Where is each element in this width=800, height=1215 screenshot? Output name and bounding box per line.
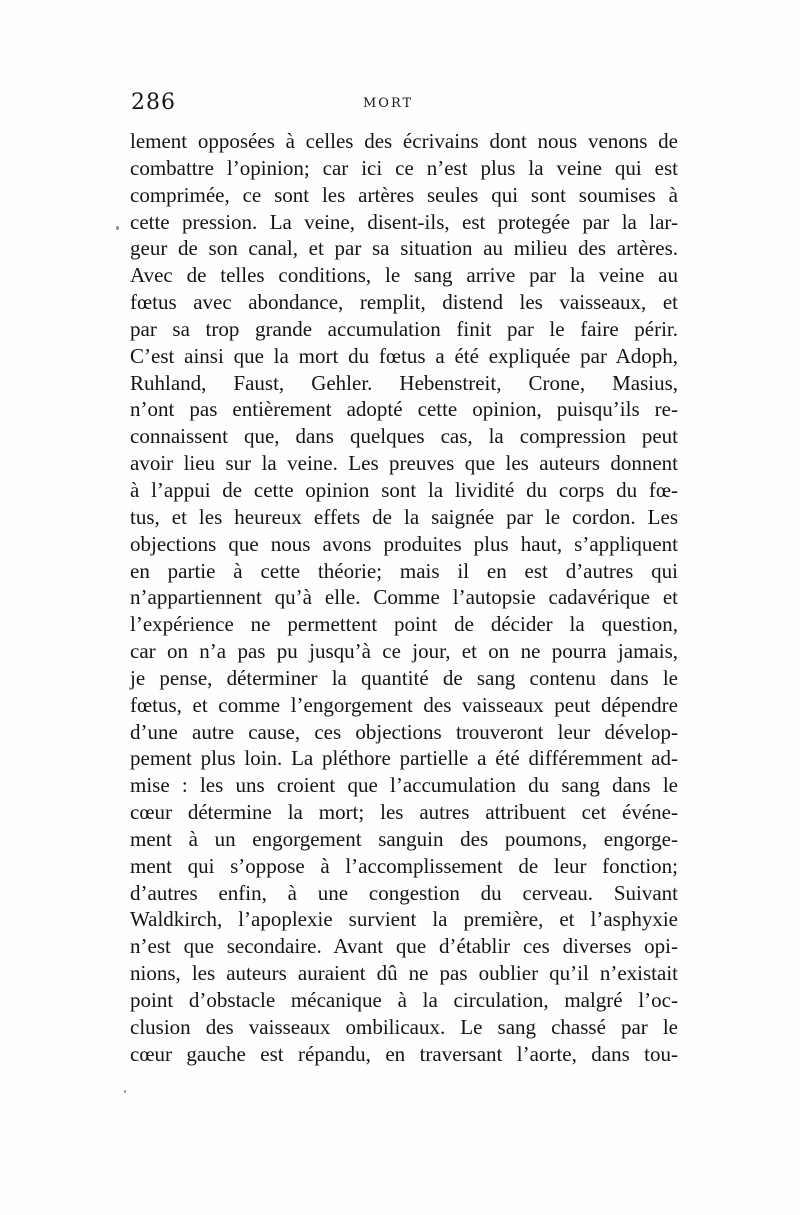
text-line: avoir lieu sur la veine. Les preuves que les auteurs donnent: [130, 451, 678, 476]
text-line: lement opposées à celles des écrivains dont nous venons de: [130, 129, 678, 153]
text-line: cette pression. La veine, disent-ils, est protegée par la lar-: [130, 209, 678, 234]
text-line: l’expérience ne permettent point de décider la question,: [130, 612, 678, 637]
text-line: comprimée, ce sont les artères seules qui sont soumises à: [130, 182, 678, 207]
text-line: en partie à cette théorie; mais il en est d’autres qui: [130, 558, 678, 583]
text-line: geur de son canal, et par sa situation au milieu des artères.: [130, 236, 678, 261]
text-line: d’une autre cause, ces objections trouveront leur dévelop-: [130, 719, 678, 744]
text-line: fœtus avec abondance, remplit, distend les vaisseaux, et: [130, 290, 678, 315]
text-line: je pense, déterminer la quantité de sang contenu dans le: [130, 665, 678, 690]
text-line: connaissent que, dans quelques cas, la compression peut: [130, 424, 678, 449]
text-line: Avec de telles conditions, le sang arrive par la veine au: [130, 263, 678, 288]
text-line: mise : les uns croient que l’accumulation du sang dans le: [130, 773, 678, 798]
text-line: n’appartiennent qu’à elle. Comme l’autopsie cadavérique et: [130, 585, 678, 610]
text-line: d’autres enfin, à une congestion du cerveau. Suivant: [130, 880, 678, 905]
text-line: pement plus loin. La pléthore partielle a été différemment ad-: [130, 746, 678, 771]
text-line: tus, et les heureux effets de la saignée par le cordon. Les: [130, 504, 678, 529]
text-line: ment qui s’oppose à l’accomplissement de leur fonction;: [130, 853, 678, 878]
scan-speck: [116, 226, 119, 230]
body-text: [130, 128, 678, 1068]
text-line: ment à un engorgement sanguin des poumons, engorge-: [130, 826, 678, 851]
running-head: MORT: [363, 96, 414, 111]
page-header: [131, 90, 671, 120]
page-number: 286: [131, 90, 176, 115]
text-line: nions, les auteurs auraient dû ne pas oublier qu’il n’existait: [130, 961, 678, 986]
text-line: car on n’a pas pu jusqu’à ce jour, et on ne pourra jamais,: [130, 639, 678, 664]
text-line: fœtus, et comme l’engorgement des vaisseaux peut dépendre: [130, 692, 678, 717]
text-line: combattre l’opinion; car ici ce n’est plus la veine qui est: [130, 155, 678, 180]
text-line: à l’appui de cette opinion sont la lividité du corps du fœ-: [130, 477, 678, 502]
text-line: point d’obstacle mécanique à la circulation, malgré l’oc-: [130, 988, 678, 1012]
text-line: C’est ainsi que la mort du fœtus a été expliquée par Adoph,: [130, 343, 678, 368]
text-line: clusion des vaisseaux ombilicaux. Le sang chassé par le: [130, 1014, 678, 1039]
text-line: Ruhland, Faust, Gehler. Hebenstreit, Crone, Masius,: [130, 370, 678, 395]
text-line: cœur détermine la mort; les autres attribuent cet événe-: [130, 800, 678, 825]
text-line: cœur gauche est répandu, en traversant l’aorte, dans tou-: [130, 1041, 678, 1066]
text-line: par sa trop grande accumulation finit par le faire périr.: [130, 316, 678, 341]
scan-speck: [124, 1090, 126, 1093]
text-line: objections que nous avons produites plus haut, s’appliquent: [130, 531, 678, 556]
text-line: Waldkirch, l’apoplexie survient la première, et l’asphyxie: [130, 907, 678, 932]
text-line: n’ont pas entièrement adopté cette opinion, puisqu’ils re-: [130, 397, 678, 422]
text-line: n’est que secondaire. Avant que d’établir ces diverses opi-: [130, 934, 678, 959]
